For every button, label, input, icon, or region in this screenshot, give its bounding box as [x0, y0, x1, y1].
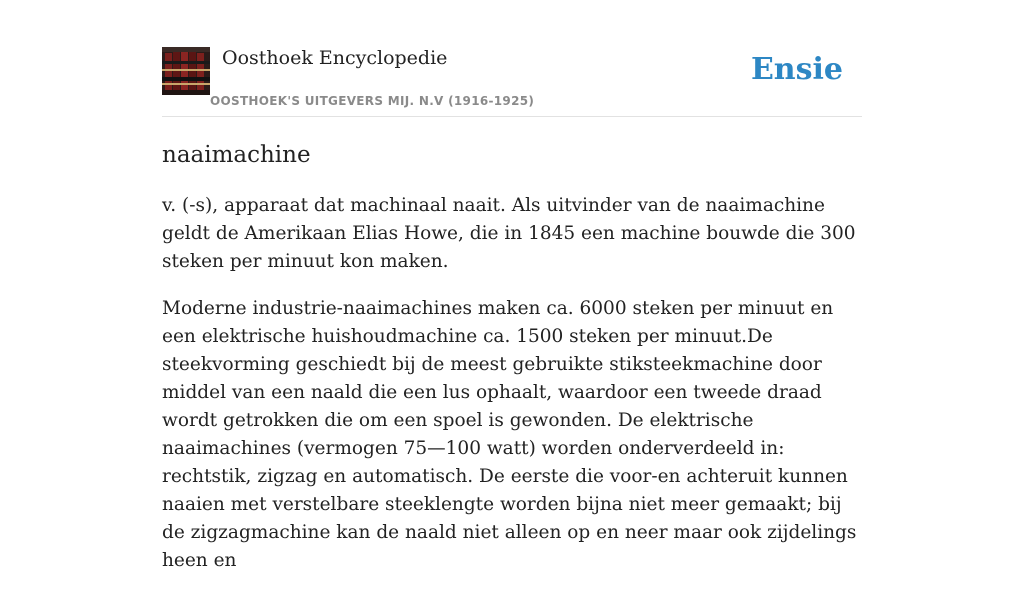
publication-name[interactable]: Oosthoek Encyclopedie	[222, 47, 448, 69]
encyclopedia-books-icon[interactable]	[162, 47, 210, 95]
article-body	[162, 192, 867, 594]
article-paragraph: Moderne industrie-naaimachines maken ca. 6000 steken per minuut en een elektrische huishoudmachine ca. 1500 steken per minuut.De steekvorming geschiedt bij de meest gebruikte stiksteekmachine door middel van een naald die een lus ophaalt, waardoor een tweede draad wordt getrokken die om een spoel is gewonden. De elektrische naaimachines (vermogen 75—100 watt) worden onderverdeeld in: rechtstik, zigzag en automatisch. De eerste die voor-en achteruit kunnen naaien met verstelbare steeklengte worden bijna niet meer gemaakt; bij de zigzagmachine kan de naald niet alleen op en neer maar ook zijdelings heen en	[162, 298, 857, 571]
article-paragraph: v. (-s), apparaat dat machinaal naait. Als uitvinder van de naaimachine geldt de Amerikaan Elias Howe, die in 1845 een machine bouwde die 300 steken per minuut kon maken.	[162, 195, 856, 272]
article-title: naaimachine	[162, 142, 311, 168]
article-header	[162, 46, 862, 117]
publication-subtitle: OOSTHOEK'S UITGEVERS MIJ. N.V (1916-1925)	[210, 94, 535, 108]
ensie-logo[interactable]: Ensie	[750, 52, 843, 87]
